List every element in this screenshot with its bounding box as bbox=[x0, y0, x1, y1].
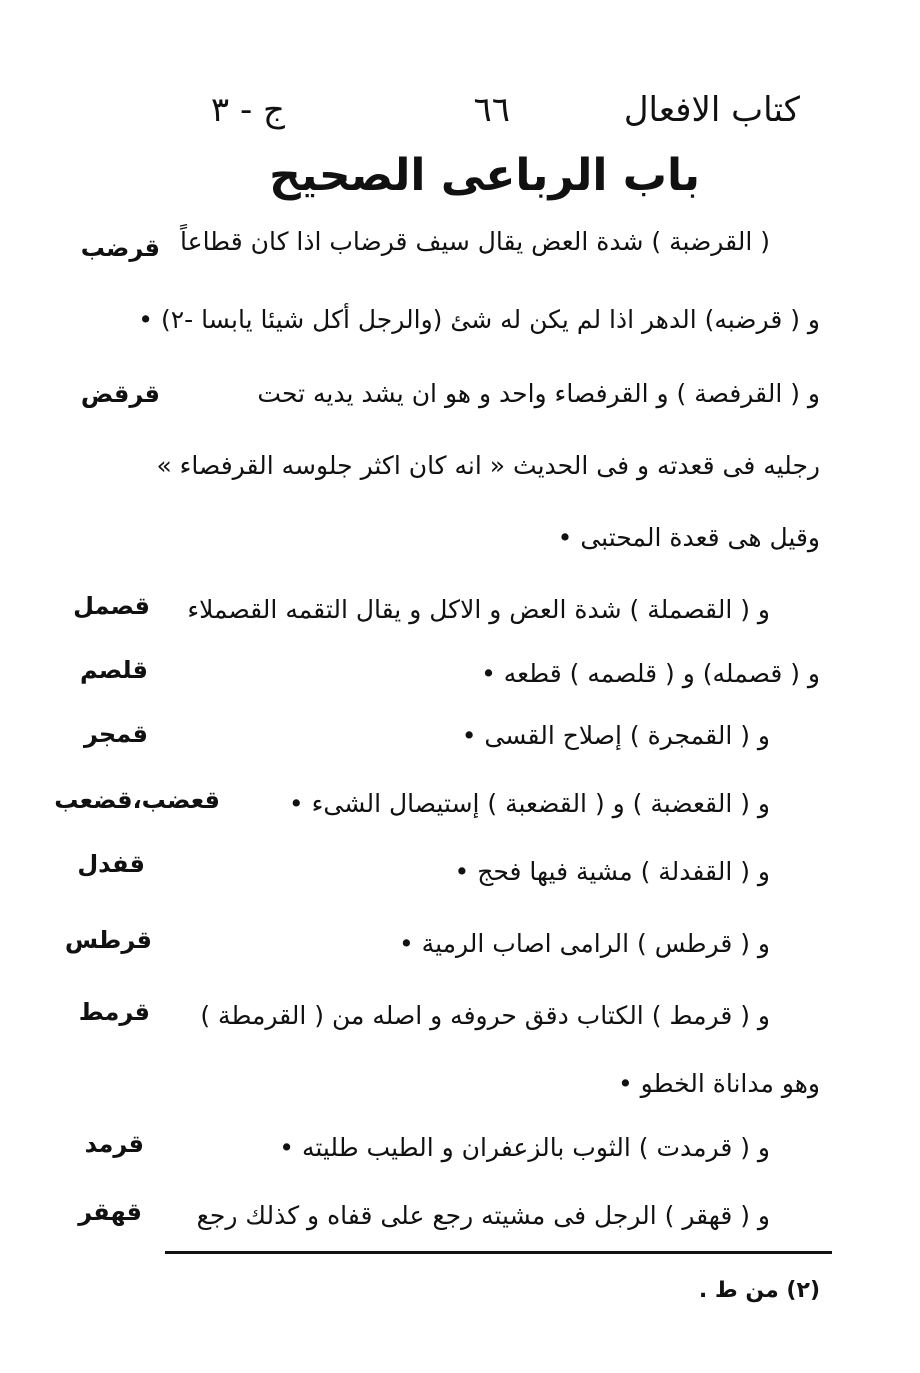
text-line: و ( قصمله) و ( قلصمه ) قطعه • bbox=[481, 659, 820, 688]
text-line: و ( قرطس ) الرامى اصاب الرمية • bbox=[398, 929, 770, 958]
text-line: وهو مداناة الخطو • bbox=[617, 1069, 820, 1098]
text-line: و ( قرضبه) الدهر اذا لم يكن له شئ (والرجل أكل شيئا يابسا -٢) • bbox=[138, 305, 820, 334]
footnote-divider bbox=[165, 1251, 832, 1254]
margin-word: قلصم bbox=[80, 656, 148, 684]
text-line: و ( القمجرة ) إصلاح القسى • bbox=[461, 721, 770, 750]
margin-word: قرقض bbox=[80, 380, 160, 408]
margin-word: قصمل bbox=[73, 592, 150, 620]
text-line: و ( قرمدت ) الثوب بالزعفران و الطيب طليته • bbox=[279, 1133, 770, 1162]
chapter-title: باب الرباعى الصحيح bbox=[269, 150, 700, 201]
text-line: ( القرضبة ) شدة العض يقال سيف قرضاب اذا كان قطاعاً bbox=[180, 227, 770, 256]
margin-word: قرمد bbox=[84, 1130, 144, 1158]
text-line: و ( القرفصة ) و القرفصاء واحد و هو ان يشد يديه تحت bbox=[257, 379, 820, 408]
page-header bbox=[200, 90, 800, 140]
page-number: ٦٦ bbox=[473, 90, 510, 130]
footnote: (٢) من ط . bbox=[698, 1278, 820, 1303]
text-line: و ( قهقر ) الرجل فى مشيته رجع على قفاه و كذلك رجع bbox=[196, 1201, 770, 1230]
margin-word: قعضب،قضعب bbox=[54, 786, 220, 814]
margin-word: قرطس bbox=[64, 926, 152, 954]
margin-word: قهقر bbox=[78, 1198, 142, 1226]
text-line: و ( القعضبة ) و ( القضعبة ) إستيصال الشىء • bbox=[288, 789, 770, 818]
text-line: و ( القصملة ) شدة العض و الاكل و يقال التقمه القصملاء bbox=[187, 595, 770, 624]
margin-word: قرمط bbox=[78, 998, 150, 1026]
text-line: و ( قرمط ) الكتاب دقق حروفه و اصله من ( القرمطة ) bbox=[200, 1001, 770, 1030]
margin-word: قمجر bbox=[83, 720, 148, 748]
text-line: رجليه فى قعدته و فى الحديث « انه كان اكثر جلوسه القرفصاء » bbox=[156, 451, 820, 480]
text-line: وقيل هى قعدة المحتبى • bbox=[557, 523, 820, 552]
margin-word: قرضب bbox=[80, 234, 160, 262]
margin-word: قفدل bbox=[77, 850, 145, 878]
volume-label: ج - ٣ bbox=[210, 90, 285, 130]
text-line: و ( القفدلة ) مشية فيها فحج • bbox=[454, 857, 770, 886]
book-title: كتاب الافعال bbox=[623, 90, 800, 130]
